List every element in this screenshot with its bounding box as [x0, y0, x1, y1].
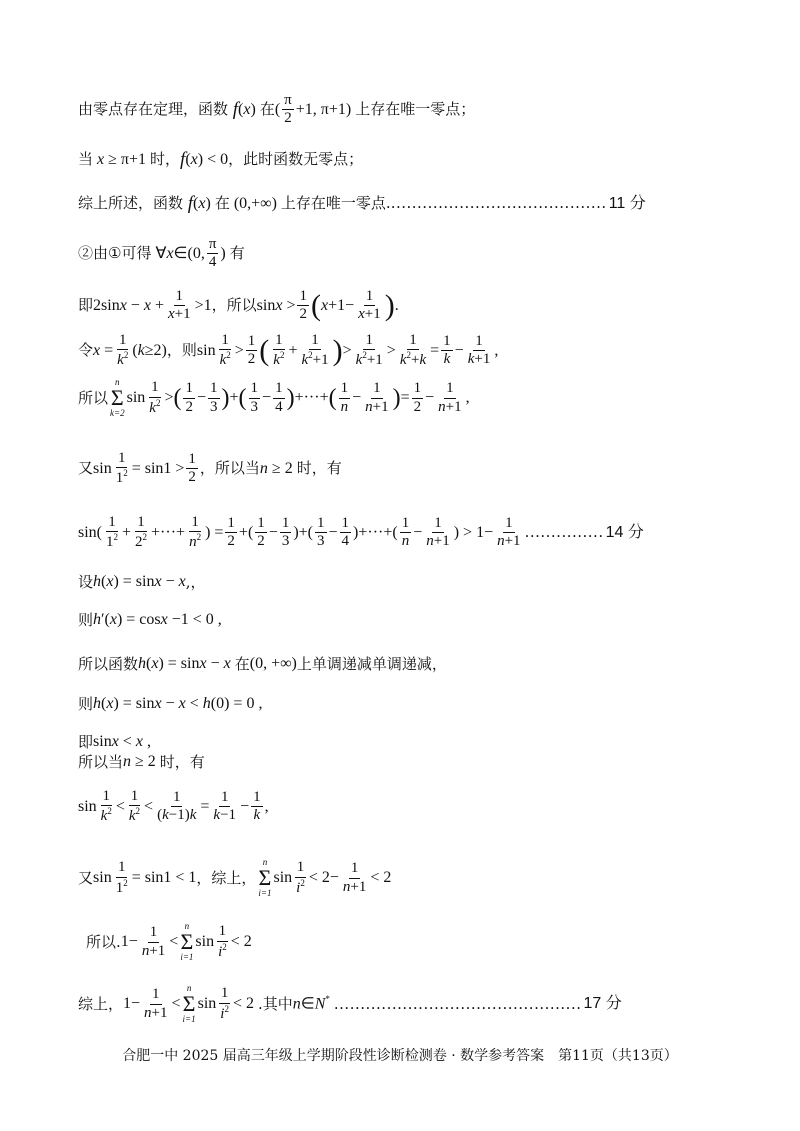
line-therefore: 所以. 1− $\frac{1}{n+1}$ < n Σ i=1 sin $\frac{1}{i^2}$ < 2 — [86, 921, 252, 962]
line-h-negative: 则 h(x) = sinx − x < h(0) = 0 , — [78, 694, 263, 713]
line-upper-bound: 又 sin $\frac{1}{1^2}$ = sin1 < 1 ，综上， n Σ i=1 sin $\frac{1}{i^2}$ < 2− $\frac{1}{n+1}$ < 2 — [78, 857, 392, 898]
line-lower-bound-14: sin( $\frac{1}{1^2}$ + $\frac{1}{2^2}$ +···+ $\frac{1}{n^2}$ ) = $\frac{1}{2}$ +( $\frac{1}{2}$ − $\frac{1}{3}$ )+( $\frac{1}{3}$ − $\frac{1}{4}$ )+···+( $\frac{1}{n}$ − $\frac{1}{n+1}$ ) > 1− $\frac{1}{n+1}$ ............... 14 分 — [78, 514, 644, 551]
line-sum-telescoping: 所以 n Σ k=2 sin $\frac{1}{k^2}$ > ( $\frac{1}{2}$ − $\frac{1}{3}$ ) + ( $\frac{1}{3}$ − $\frac{1}{4}$ ) +···+ ( $\frac{1}{n}$ − $\frac{1}{n+1}$ ) = $\frac{1}{2}$ − $\frac{1}{n+1}$ , — [78, 377, 470, 418]
line-zero-existence: 由零点存在定理，函数 f ( x ) 在 ( $\frac{\pi}{2}$ +1, π+1) 上存在唯一零点； — [78, 92, 476, 127]
text: 在 — [259, 100, 275, 119]
line-sin1: 又 sin $\frac{1}{1^2}$ = sin1 > $\frac{1}{2}$ ，所以当 n ≥ 2 时，有 — [78, 450, 342, 487]
line-h-derivative: 则 h′(x) = cosx −1 < 0 , — [78, 610, 222, 629]
line-no-zero: 当 x ≥ π+1 时， f (x) < 0 ，此时函数无零点； — [78, 149, 364, 170]
score-marker: 17 分 — [583, 995, 622, 1012]
score-marker: 14 分 — [605, 523, 644, 541]
math-fx: f — [228, 99, 239, 121]
text: 由零点存在定理，函数 — [78, 100, 229, 119]
line-sinx-lt-x: 即 sinx < x , — [78, 732, 151, 751]
line-define-h: 设 h(x) = sinx − x ,， — [78, 572, 206, 591]
score-marker: 11 分 — [608, 194, 646, 212]
line-final-17: 综上， 1− $\frac{1}{n+1}$ < n Σ i=1 sin $\frac{1}{i^2}$ < 2 .其中 n∈N* ............................................... 17 分 — [78, 983, 622, 1024]
fraction: $\frac{\pi}{2}$ — [284, 92, 292, 127]
line-part-2: ②由 ① 可得 ∀x∈(0, $\frac{\pi}{4}$ ) 有 — [78, 236, 245, 271]
line-substitution: 令 x = $\frac{1}{k^2}$ (k≥2) ，则 sin $\frac{1}{k^2}$ > $\frac{1}{2}$ ( $\frac{1}{k^2}$ + $\frac{1}{k^2+1}$ ) > $\frac{1}{k^2+1}$ > $\frac{1}{k^2+k}$ = $\frac{1}{k}$ − $\frac{1}{k+1}$ , — [78, 332, 499, 369]
line-h-monotone: 所以函数 h(x) = sinx − x 在 (0, +∞) 上单调递减单调递减， — [78, 654, 447, 673]
page-footer: 合肥一中 2025 届高三年级上学期阶段性诊断检测卷 · 数学参考答案 第11页（共13页） — [122, 1048, 678, 1064]
line-inequality-sin: 即 2sinx − x + $\frac{1}{x+1}$ >1 ，所以 sinx > $\frac{1}{2}$ ( x+1− $\frac{1}{x+1}$ ) . — [78, 288, 399, 323]
line-upper-term: sin $\frac{1}{k^2}$ < $\frac{1}{k^2}$ < $\frac{1}{(k-1)k}$ = $\frac{1}{k-1}$ − $\frac{1}{k}$ , — [78, 788, 269, 825]
circled-one: ① — [108, 244, 122, 263]
text: 上存在唯一零点； — [355, 100, 476, 119]
line-conclusion-11: 综上所述，函数 f (x) 在 (0,+∞) 上存在唯一零点. ......................................... 11 分 — [78, 193, 646, 214]
line-when-n: 所以当 n ≥ 2 时，有 — [78, 752, 205, 771]
sigma-symbol: n Σ k=2 — [110, 377, 125, 418]
